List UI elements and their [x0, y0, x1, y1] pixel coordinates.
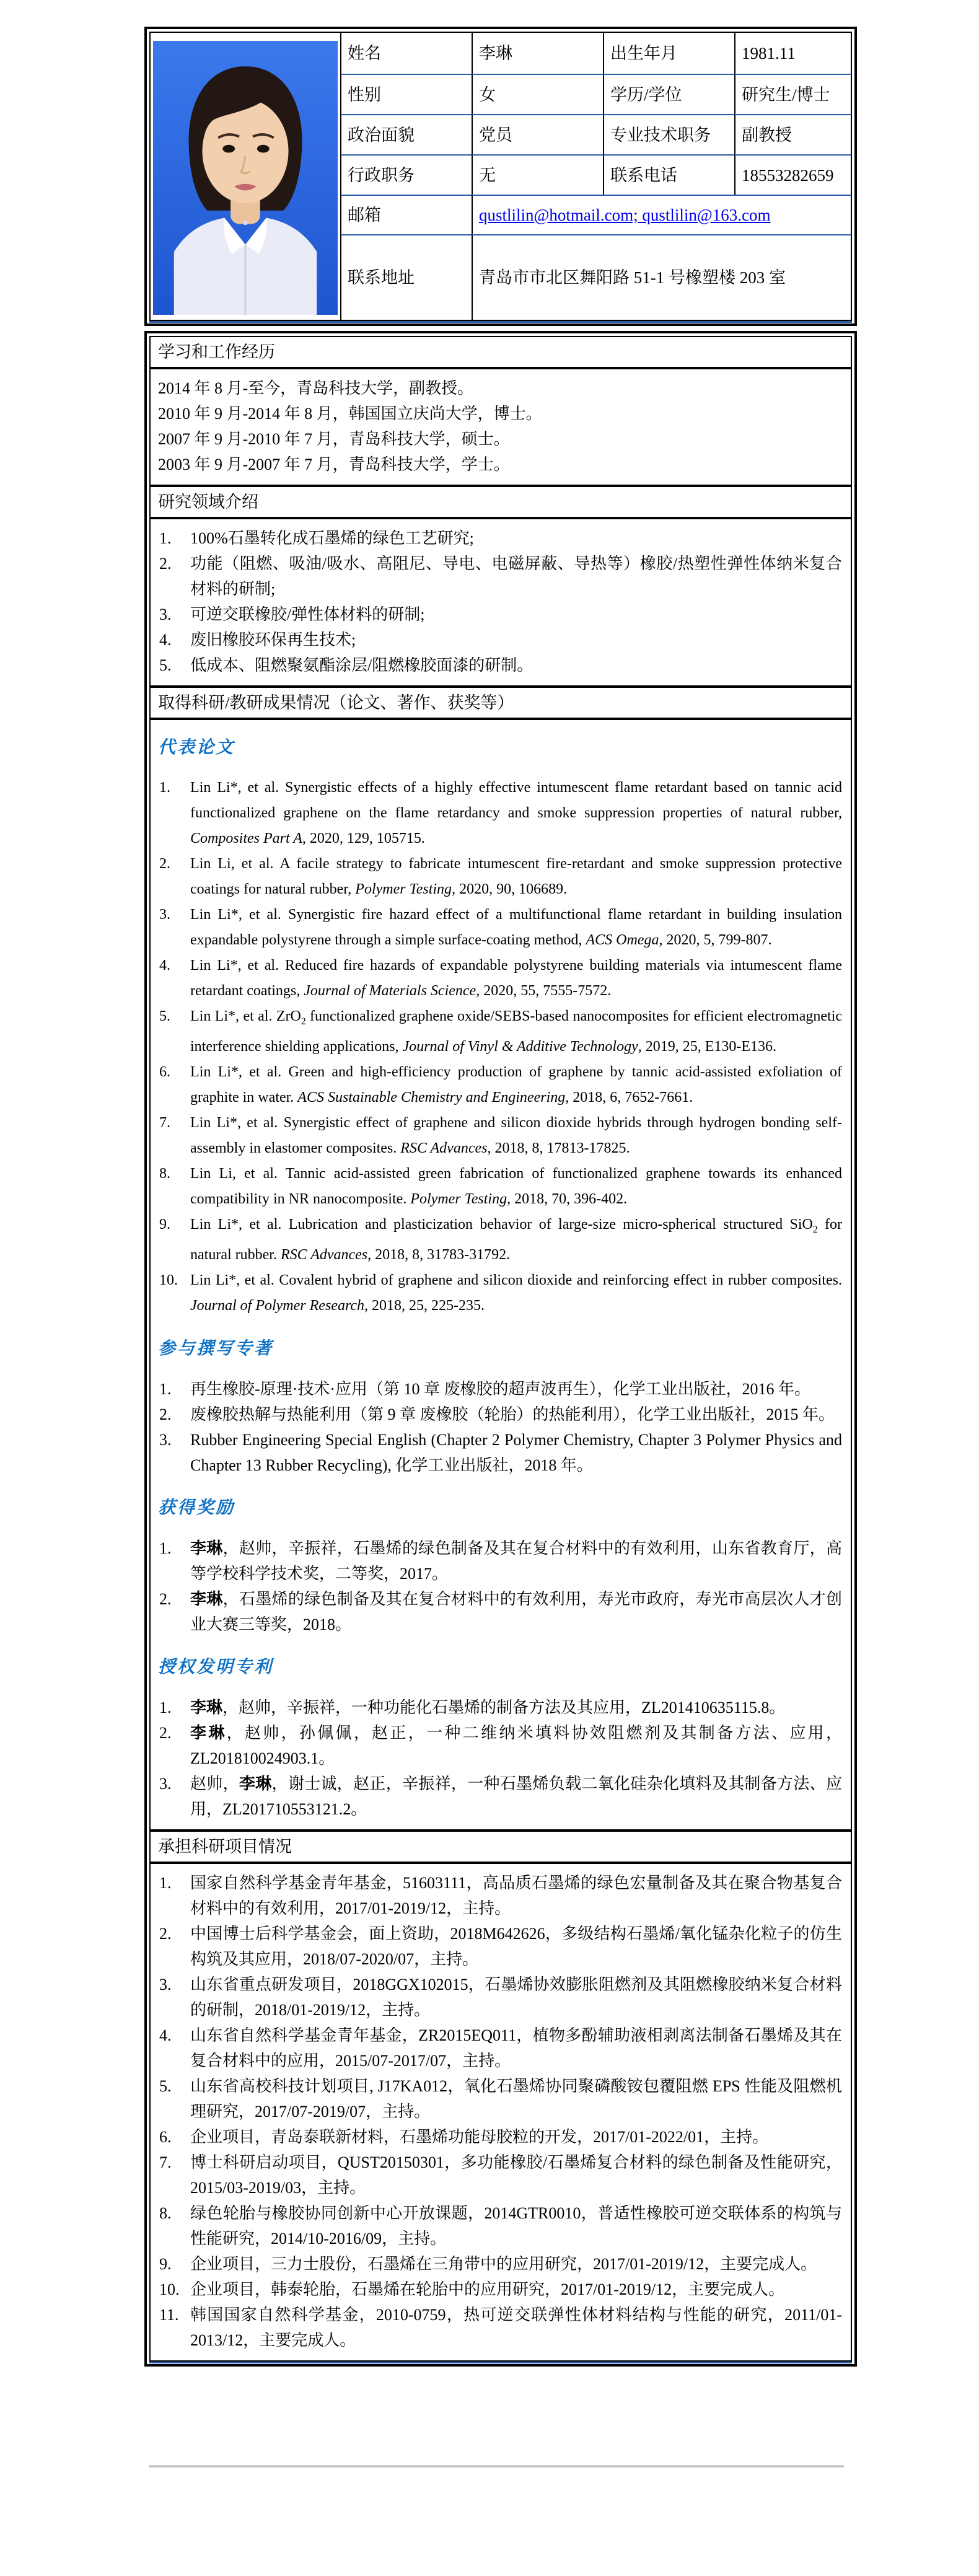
content-table-frame [144, 331, 857, 2367]
field-label: 专业技术职务 [603, 114, 734, 154]
email-label: 邮箱 [340, 195, 472, 234]
subsection-title-books: 参与撰写专著 [158, 1339, 274, 1358]
item-number: 2. [159, 555, 172, 573]
patent-item-text: 李琳，赵帅，孙佩佩，赵正，一种二维纳米填料协效阻燃剂及其制备方法、应用，ZL201810024903.1。 [190, 1723, 842, 1767]
research-area-item [158, 551, 842, 602]
subsection-title-awards: 获得奖励 [158, 1498, 235, 1518]
item-number: 5. [159, 1008, 170, 1024]
item-number: 3. [159, 1430, 172, 1449]
item-number: 3. [159, 605, 172, 623]
section-title-achievements: 取得科研/教研成果情况（论文、著作、获奖等） [151, 685, 851, 720]
section-body-achievements [151, 720, 851, 1829]
award-list [158, 1536, 842, 1637]
book-item [158, 1427, 842, 1478]
publication-item-text: Lin Li*, et al. Reduced fire hazards of expandable polystyrene building materials via intumescent flame retardant coatings, Journal of Materials Science, 2020, 55, 7555-7572. [190, 957, 842, 999]
project-item-text: 企业项目，韩泰轮胎，石墨烯在轮胎中的应用研究，2017/01-2019/12，主要完成人。 [190, 2280, 785, 2298]
item-number: 9. [159, 2254, 172, 2273]
research-area-item-text: 100%石墨转化成石墨烯的绿色工艺研究; [190, 529, 474, 547]
item-number: 2. [159, 1924, 172, 1943]
publication-item [158, 953, 842, 1004]
publication-item [158, 775, 842, 851]
email-value-cell [472, 195, 851, 234]
email-link[interactable]: qustlilin@hotmail.com; qustlilin@163.com [479, 206, 771, 224]
item-number: 5. [159, 2077, 172, 2095]
item-number: 6. [159, 2127, 172, 2146]
item-number: 3. [159, 1975, 172, 1994]
cv-document [144, 27, 857, 2367]
award-item [158, 1586, 842, 1637]
project-item-text: 博士科研启动项目，QUST20150301，多功能橡胶/石墨烯复合材料的绿色制备及性能研究，2015/03-2019/03，主持。 [190, 2153, 842, 2197]
project-item [158, 2251, 842, 2277]
address-label: 联系地址 [340, 234, 472, 320]
item-number: 2. [159, 1405, 172, 1423]
item-number: 11. [159, 2305, 179, 2324]
patent-item [158, 1771, 842, 1822]
book-list [158, 1376, 842, 1478]
research-area-item [158, 627, 842, 653]
field-value: 女 [472, 74, 603, 114]
publication-item [158, 1161, 842, 1212]
publication-item-text: Lin Li*, et al. Synergistic effects of a highly effective intumescent flame retardant based on tannic acid functionalized graphene on the flame retardancy and smoke suppression properties of natural rubber, Composites Part A, 2020, 129, 105715. [190, 780, 842, 846]
project-item [158, 2073, 842, 2124]
book-item [158, 1402, 842, 1427]
book-item [158, 1376, 842, 1402]
item-number: 3. [159, 907, 170, 923]
research-area-item-text: 低成本、阻燃聚氨酯涂层/阻燃橡胶面漆的研制。 [190, 656, 533, 674]
project-item [158, 2277, 842, 2302]
field-label: 学历/学位 [603, 74, 734, 114]
field-label: 政治面貌 [340, 114, 472, 154]
award-item-text: 李琳，赵帅，辛振祥，石墨烯的绿色制备及其在复合材料中的有效利用，山东省教育厅，高等学校科学技术奖，二等奖，2017。 [190, 1539, 842, 1583]
research-area-item [158, 525, 842, 551]
field-label: 性别 [340, 74, 472, 114]
field-label: 行政职务 [340, 154, 472, 195]
item-number: 2. [159, 1723, 172, 1742]
publication-item-text: Lin Li*, et al. Covalent hybrid of graphene and silicon dioxide and reinforcing effect in rubber composites. Journal of Polymer Research, 2018, 25, 225-235. [190, 1272, 842, 1314]
profile-table [149, 32, 852, 321]
item-number: 8. [159, 1165, 170, 1182]
item-number: 3. [159, 1774, 172, 1793]
publication-item-text: Lin Li*, et al. Lubrication and plasticization behavior of large-size micro-spherical structured SiO$_2$ for natural rubber. RSC Advances, 2018, 8, 31783-31792. [190, 1216, 842, 1263]
item-number: 7. [159, 2153, 172, 2171]
portrait-photo [153, 41, 338, 315]
publication-item [158, 1004, 842, 1060]
patent-list [158, 1695, 842, 1822]
item-number: 5. [159, 656, 172, 674]
footer-divider-rule [149, 2465, 844, 2468]
item-number: 2. [159, 1589, 172, 1608]
section-title-projects: 承担科研项目情况 [151, 1829, 851, 1864]
award-item [158, 1536, 842, 1586]
field-value: 党员 [472, 114, 603, 154]
project-item-text: 国家自然科学基金青年基金，51603111，高品质石墨烯的绿色宏量制备及其在聚合物基复合材料中的有效利用，2017/01-2019/12，主持。 [190, 1873, 842, 1917]
profile-grid [151, 33, 851, 320]
experience-item: 2014 年 8 月-至今，青岛科技大学，副教授。 [158, 379, 474, 397]
item-number: 6. [159, 1063, 170, 1080]
publication-item-text: Lin Li*, et al. Synergistic effect of graphene and silicon dioxide hybrids through hydrogen bonding self-assembly in elastomer composites. RSC Advances, 2018, 8, 17813-17825. [190, 1114, 842, 1156]
publication-item-text: Lin Li, et al. Tannic acid-assisted green fabrication of functionalized graphene towards its enhanced compatibility in NR nanocomposite. Polymer Testing, 2018, 70, 396-402. [190, 1165, 842, 1207]
experience-item: 2003 年 9 月-2007 年 7 月，青岛科技大学，学士。 [158, 455, 510, 473]
section-title-research-areas: 研究领域介绍 [151, 485, 851, 519]
project-item-text: 韩国国家自然科学基金，2010-0759，热可逆交联弹性体材料结构与性能的研究，2011/01-2013/12，主要完成人。 [190, 2305, 842, 2349]
project-item [158, 2124, 842, 2150]
item-number: 4. [159, 631, 172, 649]
research-area-item-text: 可逆交联橡胶/弹性体材料的研制; [190, 605, 425, 623]
patent-item-text: 李琳，赵帅，辛振祥，一种功能化石墨烯的制备方法及其应用，ZL201410635115.8。 [190, 1698, 786, 1717]
profile-table-frame [144, 27, 857, 326]
book-item-text: Rubber Engineering Special English (Chapter 2 Polymer Chemistry, Chapter 3 Polymer Physics and Chapter 13 Rubber Recycling), 化学工业出版社，2018 年。 [190, 1430, 842, 1474]
project-item-text: 山东省高校科技计划项目, J17KA012，氧化石墨烯协同聚磷酸铵包覆阻燃 EPS 性能及阻燃机理研究，2017/07-2019/07，主持。 [190, 2077, 842, 2121]
award-item-text: 李琳，石墨烯的绿色制备及其在复合材料中的有效利用，寿光市政府，寿光市高层次人才创业大赛三等奖，2018。 [190, 1589, 842, 1633]
item-number: 7. [159, 1114, 170, 1131]
subsection-title-publications: 代表论文 [158, 738, 235, 757]
project-item [158, 1921, 842, 1972]
project-item [158, 2023, 842, 2073]
patent-item [158, 1720, 842, 1771]
address-value: 青岛市市北区舞阳路 51-1 号橡塑楼 203 室 [472, 234, 851, 320]
project-item [158, 2150, 842, 2200]
section-title-experience: 学习和工作经历 [151, 337, 851, 369]
field-label: 联系电话 [603, 154, 734, 195]
publication-item [158, 1060, 842, 1110]
publication-item [158, 851, 842, 902]
project-item [158, 2302, 842, 2353]
project-item-text: 企业项目，青岛泰联新材料，石墨烯功能母胶粒的开发，2017/01-2022/01，主持。 [190, 2127, 769, 2146]
publication-item [158, 1268, 842, 1319]
publication-item-text: Lin Li*, et al. Synergistic fire hazard effect of a multifunctional flame retardant in building insulation expandable polystyrene through a simple surface-coating method, ACS Omega, 2020, 5, 799-807. [190, 907, 842, 948]
item-number: 4. [159, 2026, 172, 2044]
research-area-item-text: 废旧橡胶环保再生技术; [190, 631, 356, 649]
research-area-item [158, 602, 842, 627]
publication-item [158, 1110, 842, 1161]
item-number: 1. [159, 1379, 172, 1398]
item-number: 10. [159, 2280, 180, 2298]
research-area-item-text: 功能（阻燃、吸油/吸水、高阻尼、导电、电磁屏蔽、导热等）橡胶/热塑性弹性体纳米复合材料的研制; [190, 555, 842, 598]
item-number: 9. [159, 1216, 170, 1233]
patent-item-text: 赵帅，李琳，谢士诚，赵正，辛振祥，一种石墨烯负载二氧化硅杂化填料及其制备方法、应用，ZL201710553121.2。 [190, 1774, 842, 1818]
content-table [149, 336, 852, 2362]
item-number: 1. [159, 1539, 172, 1557]
section-body-projects [151, 1864, 851, 2360]
project-item [158, 1870, 842, 1921]
publication-item [158, 1212, 842, 1268]
experience-item: 2010 年 9 月-2014 年 8 月，韩国国立庆尚大学，博士。 [158, 405, 542, 423]
publication-item-text: Lin Li, et al. A facile strategy to fabricate intumescent fire-retardant and smoke suppression protective coatings for natural rubber, Polymer Testing, 2020, 90, 106689. [190, 856, 842, 897]
item-number: 1. [159, 1698, 172, 1717]
publication-item [158, 902, 842, 953]
book-item-text: 再生橡胶-原理·技术·应用（第 10 章 废橡胶的超声波再生），化学工业出版社，2016 年。 [190, 1379, 810, 1398]
publication-item-text: Lin Li*, et al. Green and high-efficiency production of graphene by tannic acid-assisted exfoliation of graphite in water. ACS Sustainable Chemistry and Engineering, 2018, 6, 7652-7661. [190, 1063, 842, 1106]
experience-item: 2007 年 9 月-2010 年 7 月，青岛科技大学，硕士。 [158, 430, 510, 448]
project-item [158, 2200, 842, 2251]
item-number: 2. [159, 856, 170, 872]
project-item-text: 山东省自然科学基金青年基金，ZR2015EQ011，植物多酚辅助液相剥离法制备石墨烯及其在复合材料中的应用，2015/07-2017/07，主持。 [190, 2026, 842, 2070]
project-item-text: 中国博士后科学基金会，面上资助，2018M642626，多级结构石墨烯/氧化锰杂化粒子的仿生构筑及其应用，2018/07-2020/07，主持。 [190, 1924, 842, 1968]
book-item-text: 废橡胶热解与热能利用（第 9 章 废橡胶（轮胎）的热能利用），化学工业出版社，2015 年。 [190, 1405, 835, 1423]
patent-item [158, 1695, 842, 1720]
field-label: 姓名 [340, 33, 472, 74]
project-item-text: 绿色轮胎与橡胶协同创新中心开放课题，2014GTR0010，普适性橡胶可逆交联体系的构筑与性能研究，2014/10-2016/09，主持。 [190, 2204, 842, 2248]
field-value: 李琳 [472, 33, 603, 74]
profile-photo-cell [151, 33, 340, 320]
publication-list [158, 775, 842, 1319]
research-area-item [158, 653, 842, 678]
field-value: 无 [472, 154, 603, 195]
field-value: 研究生/博士 [734, 74, 851, 114]
item-number: 4. [159, 957, 170, 974]
project-item-text: 山东省重点研发项目，2018GGX102015，石墨烯协效膨胀阻燃剂及其阻燃橡胶纳米复合材料的研制，2018/01-2019/12，主持。 [190, 1975, 842, 2019]
item-number: 1. [159, 780, 170, 796]
item-number: 1. [159, 529, 172, 547]
field-value: 18553282659 [734, 154, 851, 195]
field-value: 副教授 [734, 114, 851, 154]
subsection-title-patents: 授权发明专利 [158, 1657, 274, 1677]
field-label: 出生年月 [603, 33, 734, 74]
item-number: 1. [159, 1873, 172, 1892]
item-number: 10. [159, 1272, 178, 1288]
item-number: 8. [159, 2204, 172, 2222]
section-body-research-areas [151, 519, 851, 685]
section-body-experience [151, 369, 851, 485]
project-item [158, 1972, 842, 2023]
project-item-text: 企业项目，三力士股份，石墨烯在三角带中的应用研究，2017/01-2019/12，主要完成人。 [190, 2254, 817, 2273]
publication-item-text: Lin Li*, et al. ZrO$_2$ functionalized graphene oxide/SEBS-based nanocomposites for efficient electromagnetic interference shielding applications, Journal of Vinyl & Additive Technology, 2019, 25, E130-E136. [190, 1008, 843, 1055]
field-value: 1981.11 [734, 33, 851, 74]
